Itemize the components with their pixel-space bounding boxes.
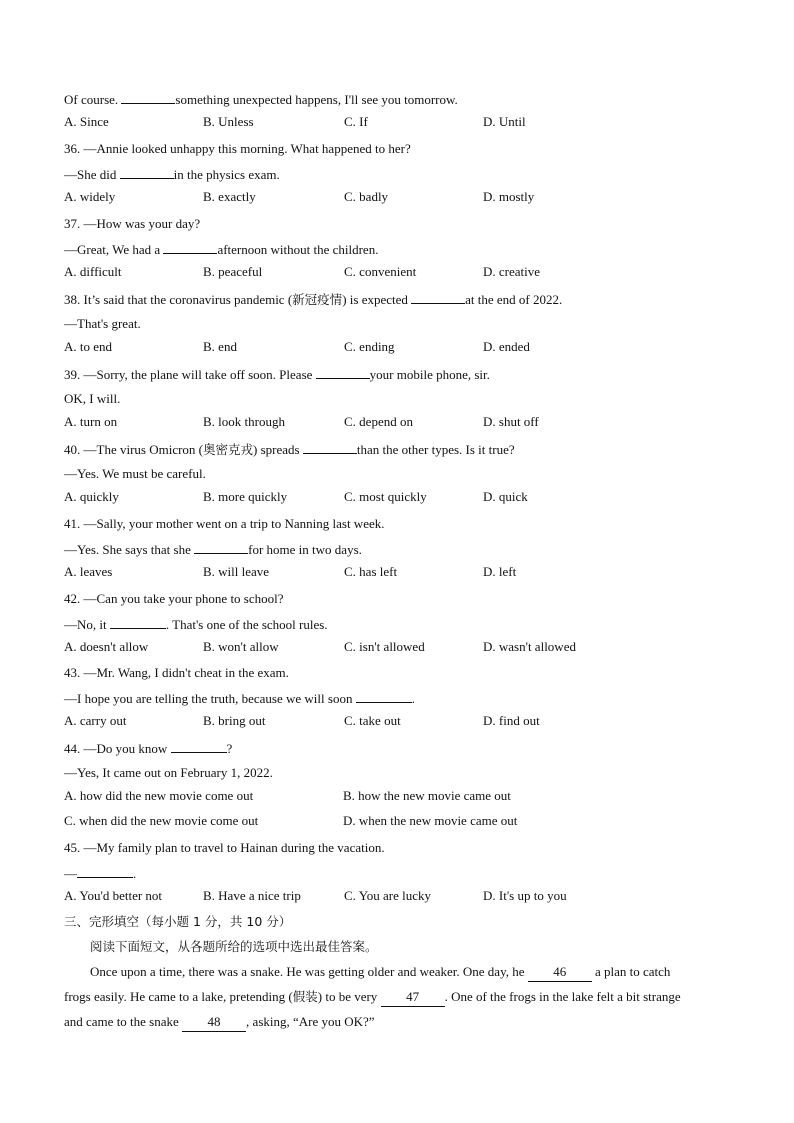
question-44-line2: —Yes, It came out on February 1, 2022. <box>64 765 273 780</box>
question-39-line1: 39. —Sorry, the plane will take off soon. Please your mobile phone, sir. <box>64 364 490 384</box>
option-b: B. look through <box>203 414 285 429</box>
option-c: C. convenient <box>344 264 417 279</box>
option-b: B. won't allow <box>203 639 279 654</box>
answer-blank <box>110 614 166 629</box>
question-38-line2: —That's great. <box>64 316 141 331</box>
option-d: D. mostly <box>483 189 535 204</box>
option-a: A. turn on <box>64 414 118 429</box>
option-d: D. quick <box>483 489 528 504</box>
option-a: A. quickly <box>64 489 119 504</box>
option-d: D. creative <box>483 264 541 279</box>
answer-blank <box>163 239 217 254</box>
question-40-line1: 40. —The virus Omicron (奥密克戎) spreads than the other types. Is it true? <box>64 439 515 459</box>
option-d: D. when the new movie came out <box>343 813 518 828</box>
answer-blank <box>77 863 133 878</box>
question-42-line1: 42. —Can you take your phone to school? <box>64 591 284 606</box>
option-b: B. end <box>203 339 237 354</box>
passage-line-1: Once upon a time, there was a snake. He was getting older and weaker. One day, he 46 a plan to catch <box>90 962 758 982</box>
option-a: A. difficult <box>64 264 122 279</box>
option-c: C. depend on <box>344 414 413 429</box>
answer-blank <box>121 89 175 104</box>
question-44-line1: 44. —Do you know ? <box>64 738 232 758</box>
question-45-line2: — . <box>64 863 136 883</box>
answer-blank <box>303 439 357 454</box>
option-c: C. most quickly <box>344 489 427 504</box>
question-35-prompt: Of course. something unexpected happens, I'll see you tomorrow. <box>64 89 458 109</box>
option-d: D. Until <box>483 114 526 129</box>
answer-blank <box>194 539 248 554</box>
option-d: D. wasn't allowed <box>483 639 576 654</box>
option-b: B. Have a nice trip <box>203 888 301 903</box>
option-b: B. bring out <box>203 713 266 728</box>
answer-blank <box>356 688 412 703</box>
section-instruction: 阅读下面短文，从各题所给的选项中选出最佳答案。 <box>90 939 378 954</box>
option-d: D. ended <box>483 339 530 354</box>
question-40-line2: —Yes. We must be careful. <box>64 466 206 481</box>
option-c: C. when did the new movie come out <box>64 813 259 828</box>
option-d: D. find out <box>483 713 540 728</box>
answer-blank <box>411 289 465 304</box>
option-a: A. leaves <box>64 564 113 579</box>
option-a: A. You'd better not <box>64 888 163 903</box>
option-c: C. has left <box>344 564 398 579</box>
question-39-line2: OK, I will. <box>64 391 121 406</box>
passage-line-2: frogs easily. He came to a lake, pretending (假装) to be very 47 . One of the frogs in the lake felt a bit strange <box>64 987 732 1007</box>
question-43-line1: 43. —Mr. Wang, I didn't cheat in the exam. <box>64 665 289 680</box>
question-41-line1: 41. —Sally, your mother went on a trip to Nanning last week. <box>64 516 385 531</box>
option-b: B. exactly <box>203 189 256 204</box>
option-a: A. how did the new movie come out <box>64 788 254 803</box>
option-c: C. badly <box>344 189 389 204</box>
option-a: A. to end <box>64 339 113 354</box>
question-38-line1: 38. It’s said that the coronavirus pandemic (新冠疫情) is expected at the end of 2022. <box>64 289 562 309</box>
cloze-blank-48: 48 <box>182 1013 246 1032</box>
option-c: C. take out <box>344 713 401 728</box>
answer-blank <box>316 364 370 379</box>
answer-blank <box>171 738 227 753</box>
option-b: B. more quickly <box>203 489 288 504</box>
cloze-blank-46: 46 <box>528 963 592 982</box>
option-d: D. It's up to you <box>483 888 567 903</box>
option-b: B. how the new movie came out <box>343 788 511 803</box>
question-37-line1: 37. —How was your day? <box>64 216 201 231</box>
option-b: B. will leave <box>203 564 270 579</box>
option-c: C. You are lucky <box>344 888 432 903</box>
question-45-line1: 45. —My family plan to travel to Hainan during the vacation. <box>64 840 385 855</box>
option-c: C. isn't allowed <box>344 639 425 654</box>
option-a: A. doesn't allow <box>64 639 149 654</box>
option-a: A. widely <box>64 189 116 204</box>
option-d: D. shut off <box>483 414 539 429</box>
option-d: D. left <box>483 564 517 579</box>
passage-line-3: and came to the snake 48 , asking, “Are you OK?” <box>64 1012 732 1032</box>
question-36-line2: —She did in the physics exam. <box>64 164 280 184</box>
option-c: C. ending <box>344 339 395 354</box>
option-b: B. Unless <box>203 114 254 129</box>
option-c: C. If <box>344 114 368 129</box>
question-42-line2: —No, it . That's one of the school rules. <box>64 614 328 634</box>
option-b: B. peaceful <box>203 264 263 279</box>
option-a: A. Since <box>64 114 109 129</box>
answer-blank <box>120 164 174 179</box>
question-37-line2: —Great, We had a afternoon without the children. <box>64 239 378 259</box>
option-a: A. carry out <box>64 713 127 728</box>
question-43-line2: —I hope you are telling the truth, because we will soon . <box>64 688 415 708</box>
section-heading: 三、完形填空（每小题 1 分，共 10 分） <box>64 914 292 929</box>
cloze-blank-47: 47 <box>381 988 445 1007</box>
question-41-line2: —Yes. She says that she for home in two days. <box>64 539 362 559</box>
question-36-line1: 36. —Annie looked unhappy this morning. What happened to her? <box>64 141 411 156</box>
